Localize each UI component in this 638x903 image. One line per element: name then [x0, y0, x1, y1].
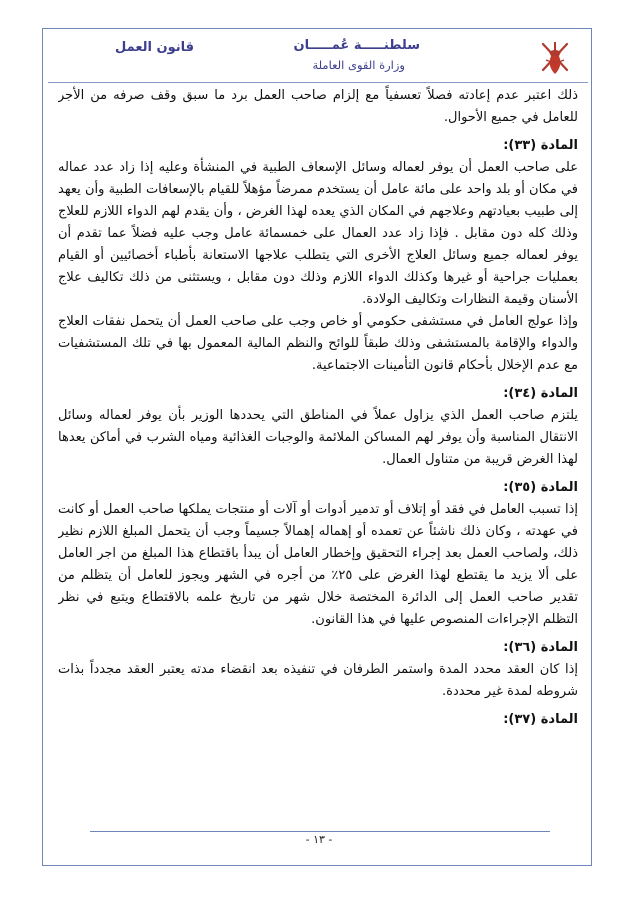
article-36-heading: المادة (٣٦): [503, 640, 578, 655]
document-body [58, 85, 578, 811]
article-35-paragraph: إذا تسبب العامل في فقد أو إتلاف أو تدمير أدوات أو آلات أو منتجات يملكها صاحب العمل أو كانت في عهدته ، وكان ذلك ناشئاً عن تعمده أو إهماله إهمالاً جسيماً وجب أن يتحمل المبلغ اللازم نظير ذلك، ولصاحب العمل بعد إجراء التحقيق وإخطار العامل أن يبدأ باقتطاع هذا المبلغ من اجر العامل على ألا يزيد ما يقتطع لهذا الغرض على ٢٥٪ من أجره في الشهر ويجوز للعامل أن يتظلم من تقدير صاحب العمل إلى الدائرة المختصة خلال شهر من تاريخ علمه بالاقتطاع ويتبع في نظر التظلم الإجراءات المنصوص عليها في هذا القانون. [58, 502, 578, 627]
article-33-heading: المادة (٣٣): [503, 138, 578, 153]
header-divider [48, 82, 588, 83]
government-name: سلطنـــــة عُمـــــان [293, 38, 420, 53]
intro-paragraph: ذلك اعتبر عدم إعادته فصلاً تعسفياً مع إلزام صاحب العمل برد ما سبق وقف صرفه من الأجر للعامل في جميع الأحوال. [58, 88, 578, 125]
article-34-paragraph: يلتزم صاحب العمل الذي يزاول عملاً في المناطق التي يحددها الوزير بأن يوفر لعماله وسائل الانتقال المناسبة وأن يوفر لهم المساكن الملائمة والوجبات الغذائية ومياه الشرب في أماكن يعدها لهذا الغرض قريبة من متناول العمال. [58, 408, 578, 467]
article-35-heading: المادة (٣٥): [503, 480, 578, 495]
oman-emblem-icon [536, 38, 574, 78]
article-36-paragraph: إذا كان العقد محدد المدة واستمر الطرفان في تنفيذه بعد انقضاء مدته يعتبر العقد مجدداً بذات شروطه لمدة غير محددة. [58, 662, 578, 699]
page-number: - ١٣ - [305, 833, 333, 846]
article-34-heading: المادة (٣٤): [503, 386, 578, 401]
article-33-paragraph-2: وإذا عولج العامل في مستشفى حكومي أو خاص وجب على صاحب العمل أن يتحمل نفقات العلاج والدواء والإقامة بالمستشفى وذلك طبقاً للوائح والنظم المالية المعمول بها في تلك المستشفيات مع عدم الإخلال بأحكام قانون التأمينات الاجتماعية. [58, 314, 578, 373]
ministry-name: وزارة القوى العاملة [312, 58, 405, 72]
footer-divider [90, 831, 550, 832]
article-37-heading: المادة (٣٧): [503, 712, 578, 727]
document-title: قانون العمل [115, 40, 195, 55]
article-33-paragraph-1: على صاحب العمل أن يوفر لعماله وسائل الإسعاف الطبية في المنشأة وعليه إذا زاد عدد عماله في مكان أو بلد واحد على مائة عامل أن يستخدم ممرضاً مؤهلاً للقيام بالإسعافات الطبية وأن يعهد إلى طبيب بعيادتهم وعلاجهم في المكان الذي يعده لهذا الغرض ، وأن يقدم لهم الدواء اللازم للعلاج وذلك كله دون مقابل . فإذا زاد عدد العمال على خمسمائة عامل وجب عليه فضلاً عما تقدم أن يوفر لعماله جميع وسائل العلاج الأخرى التي يتطلب علاجها الاستعانة بأطباء أخصائيين أو القيام بعمليات جراحية أو غيرها وكذلك الدواء اللازم وذلك دون مقابل ، ويستثنى من ذلك تكاليف علاج الأسنان وقيمة النظارات وتكاليف الولادة. [58, 160, 578, 307]
page-header [55, 36, 580, 80]
